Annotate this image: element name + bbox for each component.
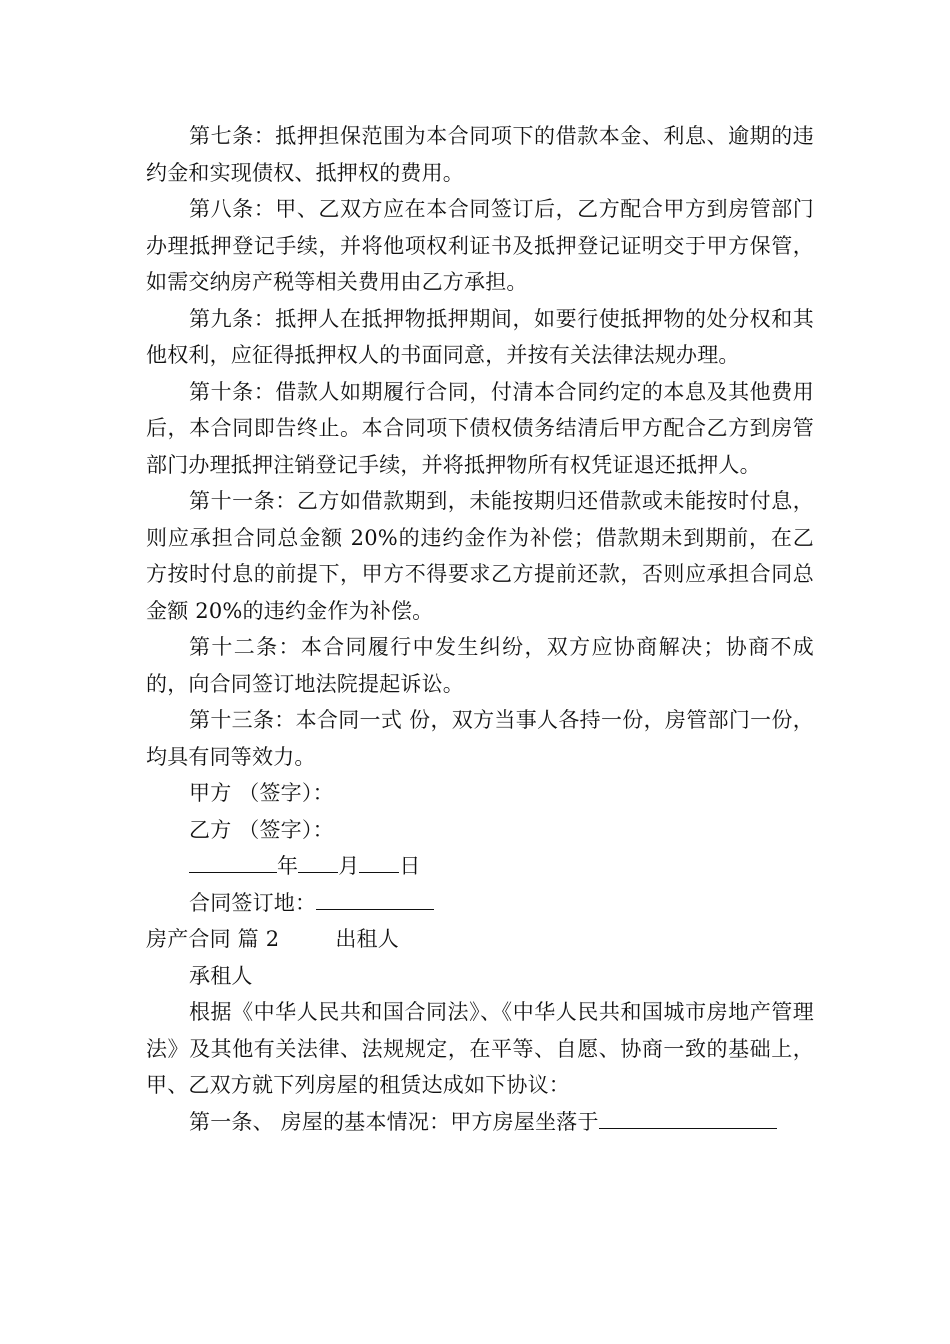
lease-article-1 [146,1104,814,1141]
day-label: 日 [399,854,421,878]
article-11: 第十一条：乙方如借款期到，未能按期归还借款或未能按时付息，则应承担合同总金额 20%的违约金作为补偿；借款期未到期前，在乙方按时付息的前提下，甲方不得要求乙方提前还款，否则应承担合同总金额 20%的违约金作为补偿。 [146,489,814,623]
sign-place-line [146,885,814,922]
date-line [146,848,814,885]
sign-place-blank [316,887,434,910]
year-label: 年 [277,854,299,878]
lease-article-1-text: 第一条、 房屋的基本情况：甲方房屋坐落于 [189,1109,599,1134]
section-2-heading [146,921,814,958]
party-a-signature: 甲方 （签字）： [189,781,334,805]
article-7: 第七条：抵押担保范围为本合同项下的借款本金、利息、逾期的违约金和实现债权、抵押权的费用。 [146,124,814,185]
address-blank [599,1106,777,1129]
sign-place-label: 合同签订地： [189,890,317,915]
article-10: 第十条：借款人如期履行合同，付清本合同约定的本息及其他费用后，本合同即告终止。本合同项下债权债务结清后甲方配合乙方到房管部门办理抵押注销登记手续，并将抵押物所有权凭证退还抵押人。 [146,379,814,477]
article-13: 第十三条：本合同一式 份，双方当事人各持一份，房管部门一份，均具有同等效力。 [146,708,814,769]
section-2-title: 房产合同 篇 2 [146,927,280,951]
day-blank [359,850,399,873]
article-9: 第九条：抵押人在抵押物抵押期间，如要行使抵押物的处分权和其他权利，应征得抵押权人的书面同意，并按有关法律法规办理。 [146,306,814,367]
party-b-signature: 乙方 （签字）： [189,817,334,842]
month-blank [298,850,338,873]
month-label: 月 [338,854,360,878]
document-body [146,118,814,1140]
year-blank [189,850,277,873]
article-8: 第八条：甲、乙双方应在本合同签订后，乙方配合甲方到房管部门办理抵押登记手续，并将他项权利证书及抵押登记证明交于甲方保管，如需交纳房产税等相关费用由乙方承担。 [146,197,814,294]
lease-preamble: 根据《中华人民共和国合同法》、《中华人民共和国城市房地产管理法》及其他有关法律、法规规定，在平等、自愿、协商一致的基础上，甲、乙双方就下列房屋的租赁达成如下协议： [146,1000,814,1097]
lessor-label: 出租人 [335,927,399,951]
lessee-label: 承租人 [189,963,253,988]
article-12: 第十二条：本合同履行中发生纠纷，双方应协商解决；协商不成的，向合同签订地法院提起诉讼。 [146,635,814,696]
